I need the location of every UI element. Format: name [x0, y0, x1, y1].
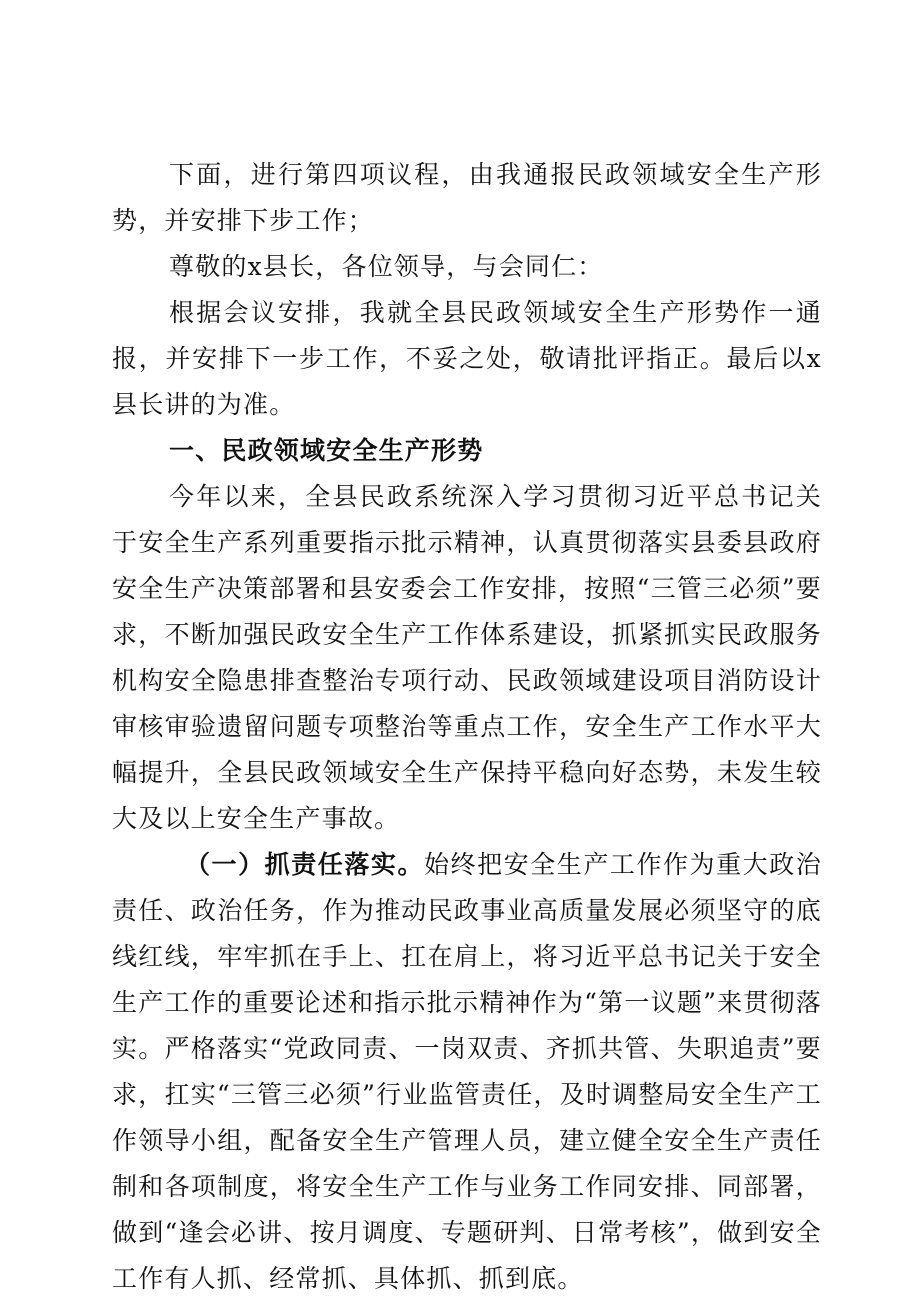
document-body: [112, 152, 822, 1302]
subsection-paragraph: [112, 842, 822, 1302]
subsection-body: 始终把安全生产工作作为重大政治责任、政治任务，作为推动民政事业高质量发展必须坚守的底线红线，牢牢抓在手上、扛在肩上，将习近平总书记关于安全生产工作的重要论述和指示批示精神作为“第一议题”来贯彻落实。严格落实“党政同责、一岗双责、齐抓共管、失职追责”要求，扛实“三管三必须”行业监管责任，及时调整局安全生产工作领导小组，配备安全生产管理人员，建立健全安全生产责任制和各项制度，将安全生产工作与业务工作同安排、同部署，做到“逢会必讲、按月调度、专题研判、日常考核”，做到安全工作有人抓、经常抓、具体抓、抓到底。: [112, 850, 822, 1293]
section-heading: 一、民政领域安全生产形势: [169, 436, 484, 465]
intro-paragraph: 下面，进行第四项议程，由我通报民政领域安全生产形势，并安排下步工作；: [112, 160, 822, 235]
greeting-paragraph: 尊敬的x县长，各位领导，与会同仁：: [169, 252, 604, 281]
opening-paragraph: 根据会议安排，我就全县民政领域安全生产形势作一通报，并安排下一步工作，不妥之处，敬请批评指正。最后以x县长讲的为准。: [112, 298, 822, 419]
section-body-paragraph: 今年以来，全县民政系统深入学习贯彻习近平总书记关于安全生产系列重要指示批示精神，认真贯彻落实县委县政府安全生产决策部署和县安委会工作安排，按照“三管三必须”要求，不断加强民政安全生产工作体系建设，抓紧抓实民政服务机构安全隐患排查整治专项行动、民政领域建设项目消防设计审核审验遗留问题专项整治等重点工作，安全生产工作水平大幅提升，全县民政领域安全生产保持平稳向好态势，未发生较大及以上安全生产事故。: [112, 482, 822, 833]
subsection-heading: （一）抓责任落实。: [185, 850, 424, 879]
